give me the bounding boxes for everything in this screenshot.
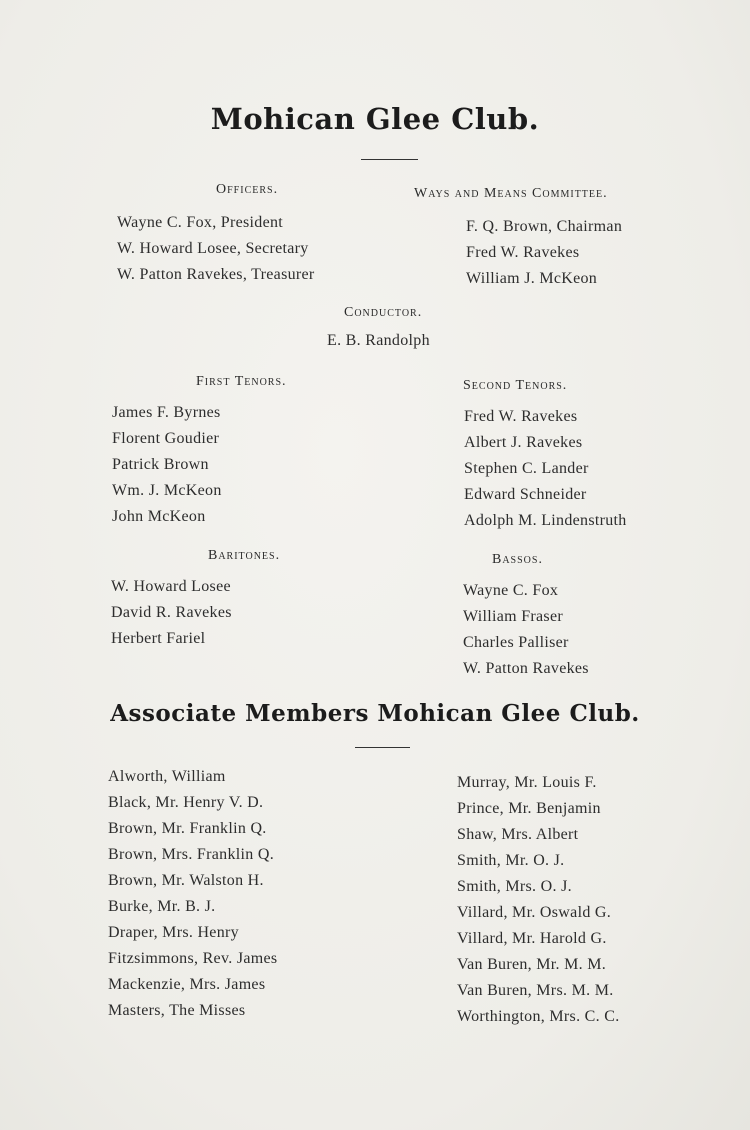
list-item: David R. Ravekes	[111, 604, 232, 621]
list-item: Van Buren, Mr. M. M.	[457, 956, 607, 973]
second-tenors-heading: Second Tenors.	[463, 378, 568, 393]
associates-right-list	[457, 770, 620, 1030]
list-item: Fred W. Ravekes	[466, 244, 580, 261]
conductor-heading: Conductor.	[344, 305, 423, 320]
conductor-name: E. B. Randolph	[327, 332, 430, 349]
officers-list	[117, 210, 315, 288]
list-item: Villard, Mr. Harold G.	[457, 930, 607, 947]
list-item: Prince, Mr. Benjamin	[457, 800, 601, 817]
baritones-heading: Baritones.	[208, 548, 281, 563]
list-item: Florent Goudier	[112, 430, 220, 447]
list-item: Charles Palliser	[463, 634, 569, 651]
list-item: Fred W. Ravekes	[464, 408, 578, 425]
associate-members-title: Associate Members Mohican Glee Club.	[110, 700, 640, 727]
list-item: Masters, The Misses	[108, 1002, 246, 1019]
list-item: Wm. J. McKeon	[112, 482, 222, 499]
first-tenors-heading: First Tenors.	[196, 374, 287, 389]
list-item: William J. McKeon	[466, 270, 598, 287]
associates-left-list	[108, 764, 277, 1024]
associate-divider	[355, 747, 410, 748]
list-item: Smith, Mr. O. J.	[457, 852, 565, 869]
list-item: Villard, Mr. Oswald G.	[457, 904, 612, 921]
list-item: Fitzsimmons, Rev. James	[108, 950, 278, 967]
list-item: Brown, Mrs. Franklin Q.	[108, 846, 275, 863]
list-item: Albert J. Ravekes	[464, 434, 583, 451]
list-item: Draper, Mrs. Henry	[108, 924, 239, 941]
list-item: Alworth, William	[108, 768, 226, 785]
list-item: Smith, Mrs. O. J.	[457, 878, 572, 895]
list-item: Brown, Mr. Walston H.	[108, 872, 264, 889]
list-item: Herbert Fariel	[111, 630, 206, 647]
list-item: Mackenzie, Mrs. James	[108, 976, 266, 993]
list-item: Burke, Mr. B. J.	[108, 898, 216, 915]
list-item: W. Patton Ravekes	[463, 660, 589, 677]
list-item: Murray, Mr. Louis F.	[457, 774, 597, 791]
second-tenors-list	[464, 404, 627, 534]
title-divider	[361, 159, 418, 160]
list-item: Edward Schneider	[464, 486, 587, 503]
list-item: Patrick Brown	[112, 456, 209, 473]
list-item: F. Q. Brown, Chairman	[466, 218, 623, 235]
first-tenors-list	[112, 400, 222, 530]
list-item: Stephen C. Lander	[464, 460, 589, 477]
ways-means-heading: Ways and Means Committee.	[414, 186, 608, 201]
list-item: W. Howard Losee, Secretary	[117, 240, 309, 257]
list-item: John McKeon	[112, 508, 206, 525]
list-item: Black, Mr. Henry V. D.	[108, 794, 264, 811]
list-item: Brown, Mr. Franklin Q.	[108, 820, 267, 837]
bassos-list	[463, 578, 589, 682]
list-item: W. Howard Losee	[111, 578, 231, 595]
list-item: W. Patton Ravekes, Treasurer	[117, 266, 315, 283]
list-item: Wayne C. Fox, President	[117, 214, 284, 231]
list-item: Adolph M. Lindenstruth	[464, 512, 627, 529]
list-item: Shaw, Mrs. Albert	[457, 826, 579, 843]
list-item: Worthington, Mrs. C. C.	[457, 1008, 620, 1025]
ways-means-list	[466, 214, 622, 292]
list-item: Van Buren, Mrs. M. M.	[457, 982, 614, 999]
officers-heading: Officers.	[216, 182, 279, 197]
bassos-heading: Bassos.	[492, 552, 543, 567]
list-item: Wayne C. Fox	[463, 582, 559, 599]
list-item: William Fraser	[463, 608, 563, 625]
page-title: Mohican Glee Club.	[210, 102, 540, 136]
list-item: James F. Byrnes	[112, 404, 221, 421]
baritones-list	[111, 574, 232, 652]
